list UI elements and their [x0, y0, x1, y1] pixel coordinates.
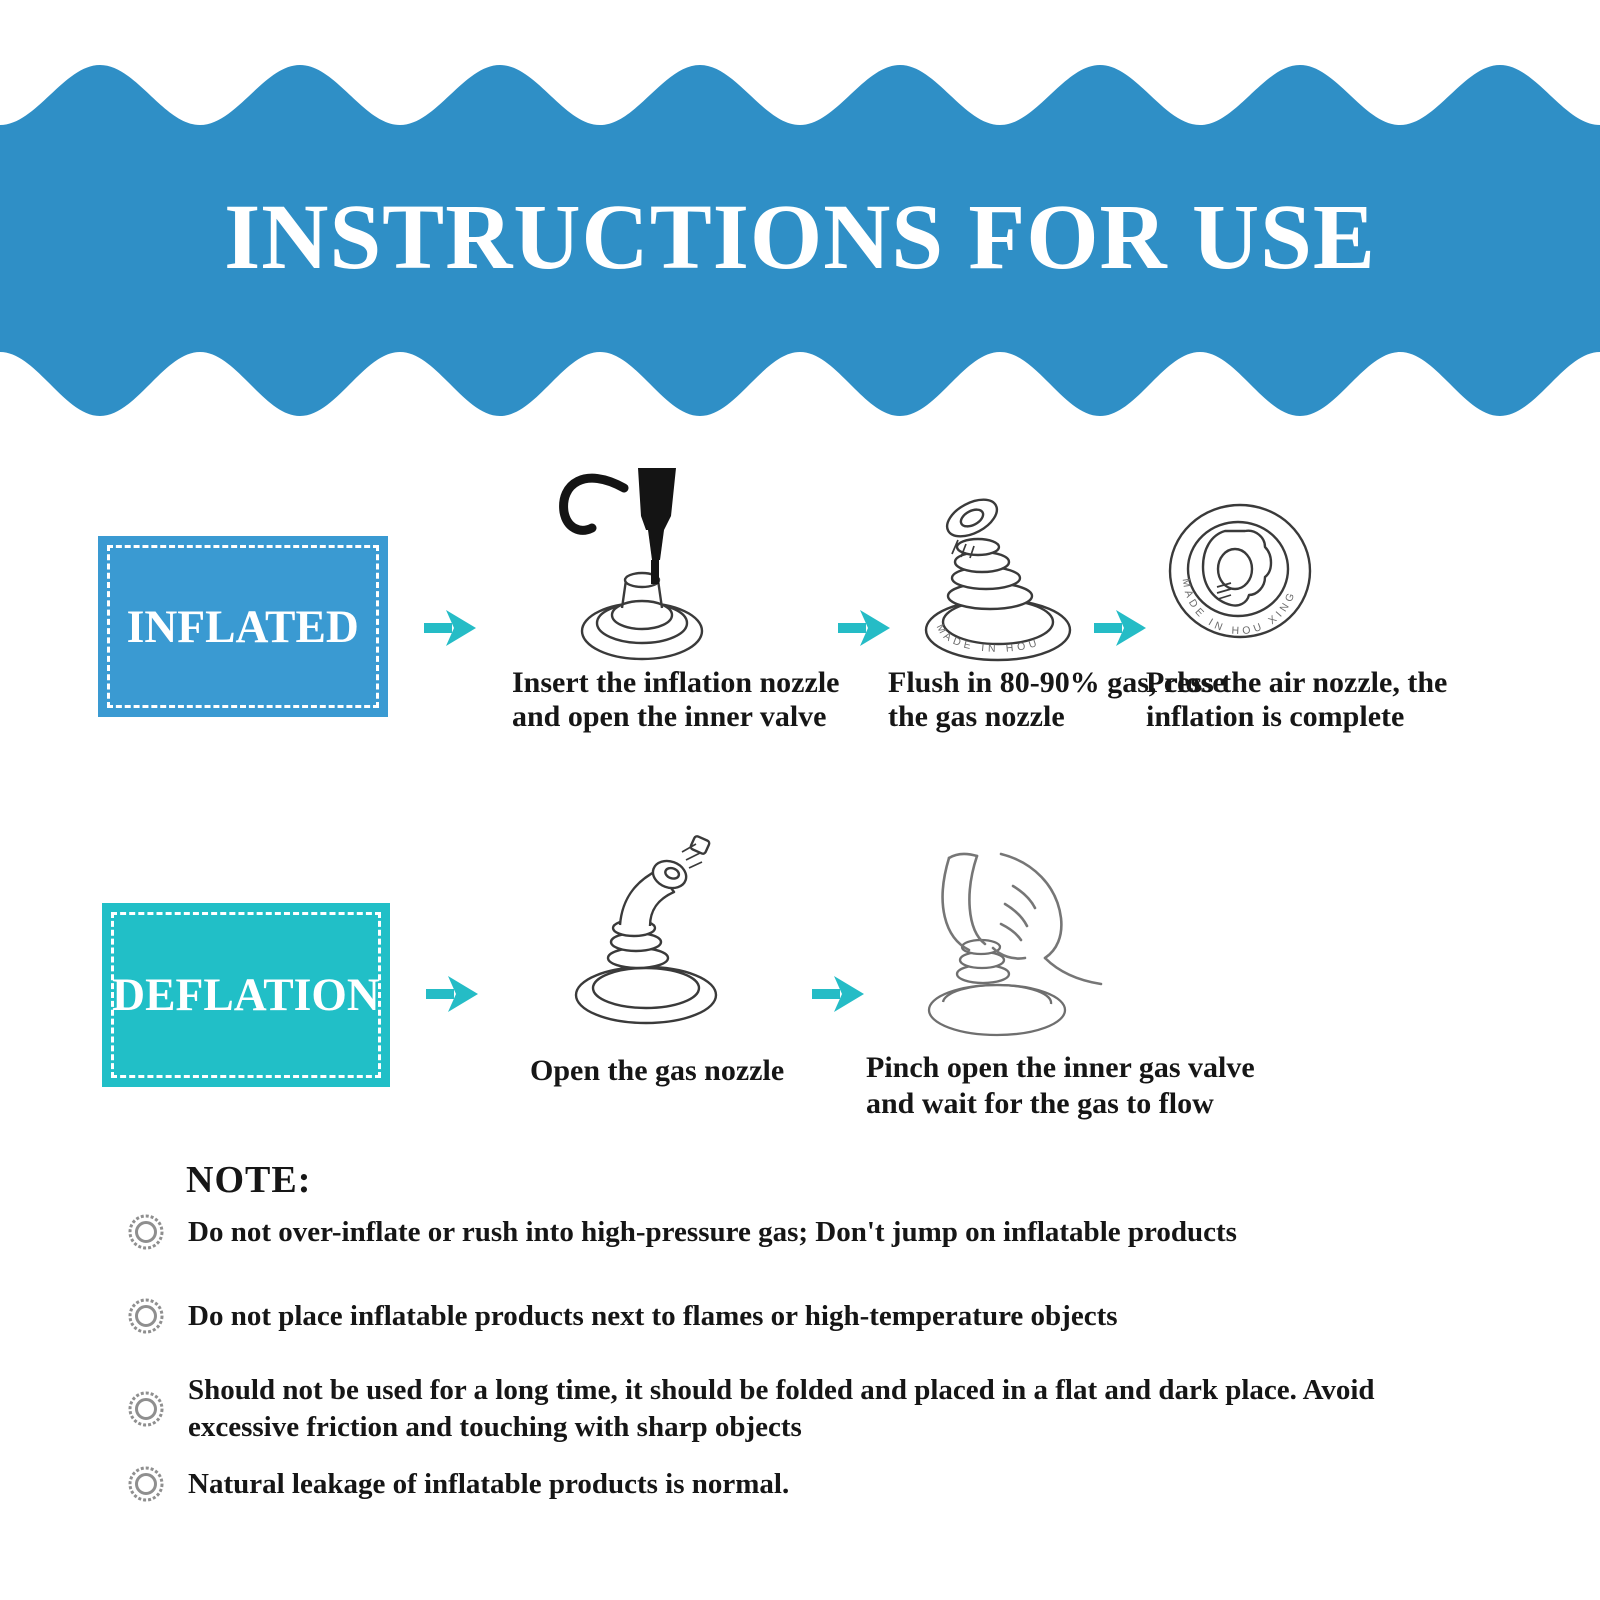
step-caption: Insert the inflation nozzle and open the inner valve — [512, 666, 840, 733]
stamp-text: MADE IN HOU — [933, 622, 1042, 655]
note-text: Should not be used for a long time, it should be folded and placed in a flat and dark place. Avoid excessive friction and touching with sharp objects — [188, 1374, 1375, 1443]
note-heading: NOTE: — [186, 1159, 312, 1201]
ring-bullet-icon — [126, 1389, 166, 1429]
step-caption: Flush in 80-90% gas, close the gas nozzle — [888, 666, 1226, 733]
pump-nozzle-in-valve-illustration — [540, 468, 730, 673]
gas-valve-top-view-illustration — [1165, 483, 1315, 663]
ring-bullet-icon — [126, 1212, 166, 1252]
ring-bullet-icon — [126, 1464, 166, 1504]
note-text: Natural leakage of inflatable products is normal. — [188, 1467, 790, 1500]
page-title: INSTRUCTIONS FOR USE — [224, 186, 1376, 289]
deflation-label-box — [102, 903, 390, 1087]
inflated-label: INFLATED — [126, 600, 360, 653]
deflation-label: DEFLATION — [112, 969, 380, 1021]
note-item — [126, 1212, 1486, 1252]
step-caption: Pinch open the inner gas valve and wait for the gas to flow — [866, 1051, 1255, 1120]
flow-arrow-icon — [812, 972, 868, 1016]
gas-valve-side-view-illustration — [910, 480, 1080, 675]
gas-valve-nozzle-open-illustration — [558, 830, 733, 1035]
hand-pinching-valve-illustration — [905, 852, 1105, 1044]
note-item — [126, 1464, 1486, 1504]
note-text: Do not over-inflate or rush into high-pressure gas; Don't jump on inflatable products — [188, 1215, 1237, 1248]
note-item — [126, 1296, 1486, 1336]
stamp-text: MADE IN HOU XING — [1179, 577, 1299, 638]
flow-arrow-icon — [1094, 606, 1150, 650]
step-caption: Open the gas nozzle — [530, 1054, 785, 1087]
step-caption: Press the air nozzle, the inflation is complete — [1146, 666, 1448, 733]
flow-arrow-icon — [426, 972, 482, 1016]
inflated-label-box — [98, 536, 388, 717]
flow-arrow-icon — [424, 606, 480, 650]
flow-arrow-icon — [838, 606, 894, 650]
ring-bullet-icon — [126, 1296, 166, 1336]
note-text: Do not place inflatable products next to flames or high-temperature objects — [188, 1299, 1118, 1332]
note-item — [126, 1372, 1486, 1446]
